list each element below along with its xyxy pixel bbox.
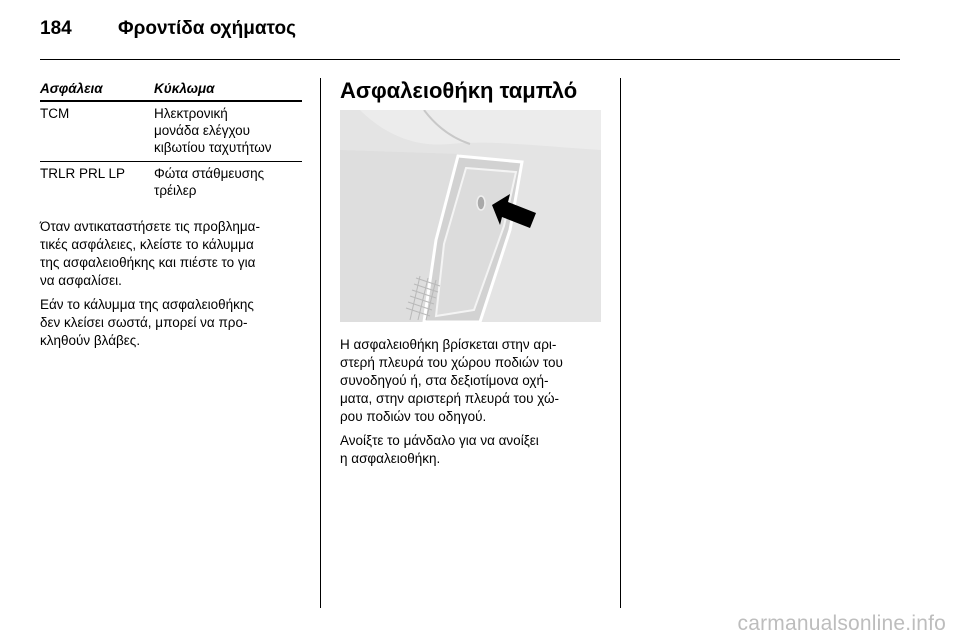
paragraph: Η ασφαλειοθήκη βρίσκεται στην αρι- στερή πλευρά του χώρου ποδιών του συνοδηγού ή, στα δεξιοτίμονα οχή- ματα, στην αριστερή πλευρά του χώ- ρου ποδιών του οδηγού. xyxy=(340,337,563,424)
page-title: Φροντίδα οχήματος xyxy=(118,18,296,39)
fuse-table-header xyxy=(40,80,302,102)
fuse-table xyxy=(40,80,302,204)
fuse-box-illustration xyxy=(340,110,601,322)
paragraph: Ανοίξτε το μάνδαλο για να ανοίξει η ασφαλειοθήκη. xyxy=(340,433,539,466)
fuse-column-header: Ασφάλεια xyxy=(40,81,103,96)
circuit-cell: Φώτα στάθμευσης τρέιλερ xyxy=(154,166,265,198)
column-divider-left xyxy=(320,78,321,608)
table-row xyxy=(40,102,302,162)
circuit-cell: Ηλεκτρονική μονάδα ελέγχου κιβωτίου ταχυτήτων xyxy=(154,106,272,155)
table-row xyxy=(40,162,302,204)
left-column-text xyxy=(40,218,310,356)
circuit-column-header: Κύκλωμα xyxy=(154,81,215,96)
fuse-cell: TRLR PRL LP xyxy=(40,166,126,181)
section-heading: Ασφαλειοθήκη ταμπλό xyxy=(340,78,578,103)
header-divider xyxy=(40,59,900,60)
page-number: 184 xyxy=(40,18,72,39)
right-column-text xyxy=(340,336,610,474)
column-divider-right xyxy=(620,78,621,608)
paragraph: Όταν αντικαταστήσετε τις προβλημα- τικές ασφάλειες, κλείστε το κάλυμμα της ασφαλειοθήκης και πιέστε το για να ασφαλίσει. xyxy=(40,219,260,288)
paragraph: Εάν το κάλυμμα της ασφαλειοθήκης δεν κλείσει σωστά, μπορεί να προ- κληθούν βλάβες. xyxy=(40,297,254,348)
watermark: carmanualsonline.info xyxy=(737,612,946,635)
fuse-cell: TCM xyxy=(40,106,70,121)
